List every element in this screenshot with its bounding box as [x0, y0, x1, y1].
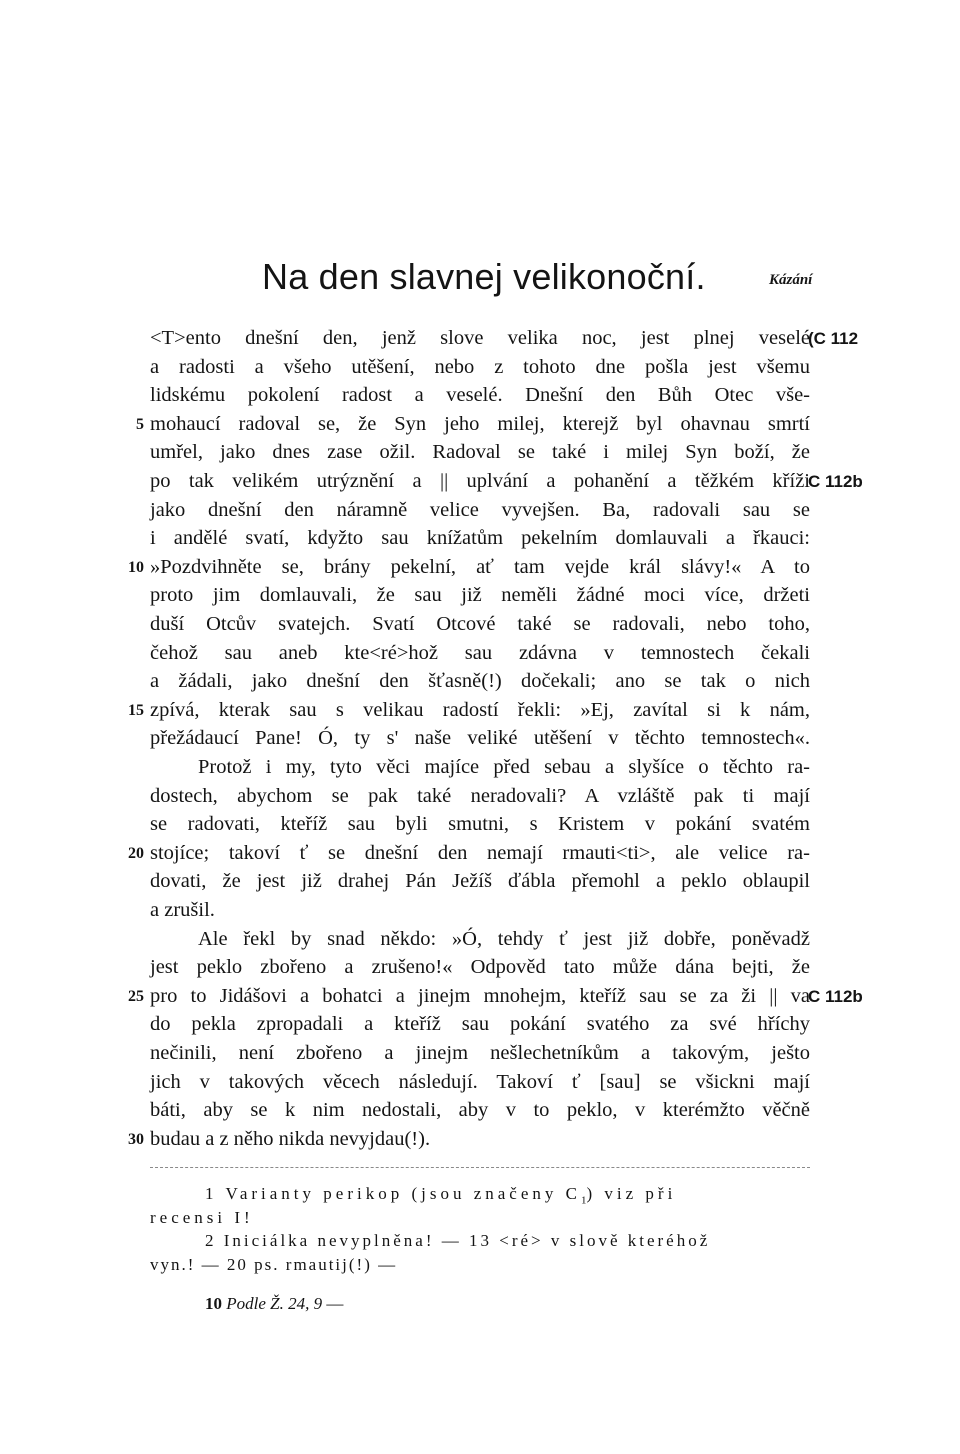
line-number: 20: [128, 845, 144, 862]
text-line: a žádali, jako dnešní den šťasně(!) dočekali; ano se tak o nich: [150, 670, 810, 692]
footnote-separator: [150, 1167, 810, 1168]
line-number: 15: [128, 702, 144, 719]
text-line: a zrušil.: [150, 899, 215, 921]
text-line: po tak velikém utrýznění a || uplvání a pohanění a těžkém kříži: [150, 470, 810, 492]
margin-reference: C 112b: [808, 472, 863, 491]
text-line: čehož sau aneb kte<ré>hož sau zdávna v temnostech čekali: [150, 642, 810, 664]
text-line: <T>ento dnešní den, jenž slove velika noc, jest plnej veselé: [150, 327, 810, 349]
footnote-2-text: 2 Iniciálka nevyplněna! — 13 <ré> v slově kterého: [205, 1231, 700, 1250]
footnote-3-number: 10: [205, 1294, 222, 1313]
text-line: i andělé svatí, kdyžto sau knížatům pekelním domlauvali a řkauci:: [150, 527, 810, 549]
footnote-3-text: Podle Ž. 24, 9: [226, 1294, 323, 1313]
footnote-1-text: 1 Varianty perikop (jsou značeny C: [205, 1184, 581, 1203]
text-line: báti, aby se k nim nedostali, aby v to peklo, v kterémžto věčně: [150, 1099, 810, 1121]
text-line: jako dnešní den náramně velice vyvejšen. Ba, radovali sau se: [150, 499, 810, 521]
footnote-1-end: ) viz při: [586, 1184, 677, 1203]
text-line: se radovati, kteříž sau byli smutni, s Kristem v pokání svatém: [150, 813, 810, 835]
text-line: dostech, abychom se pak také neradovali? A vzláště pak ti mají: [150, 785, 810, 807]
footnote-3-dash: —: [326, 1294, 344, 1313]
text-line: a radosti a všeho utěšení, nebo z tohoto dne pošla jest všemu: [150, 356, 810, 378]
margin-reference: (C 112: [808, 329, 859, 348]
line-number: 30: [128, 1131, 144, 1148]
text-line: jest peklo zbořeno a zrušeno!« Odpověd tato může dána bejti, že: [150, 956, 810, 978]
margin-reference: C 112b: [808, 987, 863, 1006]
footnote-2-end: ž: [699, 1231, 711, 1250]
text-line: nečinili, není zbořeno a jinejm nešlechetníkům a takovým, ješto: [150, 1042, 810, 1064]
text-line: lidskému pokolení radost a veselé. Dnešní den Bůh Otec vše-: [150, 384, 810, 406]
text-line: Protož i my, tyto věci majíce před sebau a slyšíce o těchto ra-: [198, 756, 810, 778]
line-number: 25: [128, 988, 144, 1005]
text-line: proto jim domlauvali, že sau již neměli žádné moci více, držeti: [150, 584, 810, 606]
text-line: pro to Jidášovi a bohatci a jinejm mnohejm, kteříž sau se za ži || va: [150, 985, 810, 1007]
text-line: dovati, že jest již drahej Pán Ježíš ďábla přemohl a peklo oblaupil: [150, 870, 810, 892]
footnote-1-cont: recensi I!: [150, 1208, 254, 1227]
footnote-1-subscript: 1: [580, 1194, 587, 1207]
footnote-2-cont: vyn.! — 20 ps. rmautij(!) —: [150, 1255, 398, 1274]
footnote-2: [205, 1229, 810, 1253]
text-line: Ale řekl by snad někdo: »Ó, tehdy ť jest již dobře, poněvadž: [198, 928, 810, 950]
text-line: zpívá, kterak sau s velikau radostí řekli: »Ej, zavítal si k nám,: [150, 699, 810, 721]
text-line: budau a z něho nikda nevyjdau(!).: [150, 1128, 431, 1150]
text-line: stojíce; takoví ť se dnešní den nemají rmauti<ti>, ale velice ra-: [150, 842, 810, 864]
footnote-3: [205, 1292, 810, 1316]
text-line: mohaucí radoval se, že Syn jeho milej, kterejž byl ohavnau smrtí: [150, 413, 810, 435]
line-number: 10: [128, 559, 144, 576]
text-line: »Pozdvihněte se, brány pekelní, ať tam vejde král slávy!« A to: [150, 556, 810, 578]
text-line: duší Otcův svatejch. Svatí Otcové také se radovali, nebo toho,: [150, 613, 810, 635]
text-line: do pekla zpropadali a kteříž sau pokání svatého za své hříchy: [150, 1013, 810, 1035]
chapter-genre-tag: Kázání: [769, 272, 813, 288]
line-number: 5: [136, 416, 144, 433]
text-line: umřel, jako dnes zase ožil. Radoval se také i milej Syn boží, že: [150, 441, 810, 463]
text-line: jich v takových věcech následují. Takoví ť [sau] se všickni mají: [150, 1071, 810, 1093]
text-line: přežádaucí Pane! Ó, ty s' naše veliké utěšení v těchto temnostech«.: [150, 727, 810, 749]
chapter-title: Na den slavnej velikonoční.: [262, 256, 706, 297]
